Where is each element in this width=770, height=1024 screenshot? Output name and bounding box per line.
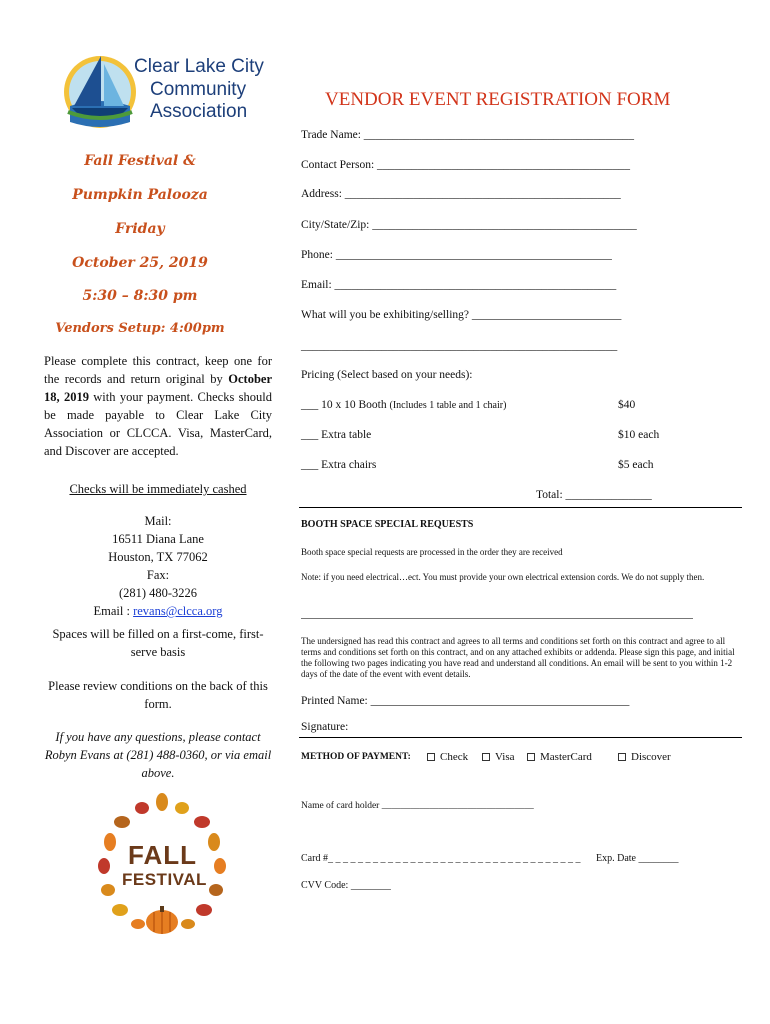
logo-line2: Community [150, 79, 247, 100]
pricing-row-extra-chairs[interactable] [301, 459, 376, 471]
phone-field[interactable]: Phone: ________________________________________________ [301, 249, 612, 261]
city-state-zip-field[interactable]: City/State/Zip: ______________________________________________ [301, 219, 637, 231]
card-holder-field[interactable]: Name of card holder ________________________________ [301, 801, 534, 811]
electrical-note: Note: if you need electrical…ect. You must provide your own electrical extension cords. We do not supply then. [301, 572, 705, 582]
email-field[interactable]: Email: _________________________________________________ [301, 279, 617, 291]
email-label: Email : [93, 604, 134, 618]
instructions-paragraph [44, 352, 272, 460]
form-title: VENDOR EVENT REGISTRATION FORM [325, 89, 671, 110]
pricing-price-extra-chairs: $5 each [618, 459, 654, 471]
checkbox-icon[interactable] [482, 753, 490, 761]
payment-option-discover[interactable] [618, 751, 671, 763]
payment-method-label: METHOD OF PAYMENT: [301, 752, 411, 762]
payment-option-label: Discover [631, 751, 671, 763]
pricing-price-extra-table: $10 each [618, 429, 660, 441]
card-number-field[interactable]: Card #_ _ _ _ _ _ _ _ _ _ _ _ _ _ _ _ _ _ _ _ _ _ _ _ _ _ _ _ _ _ _ _ _ _ [301, 853, 581, 864]
pricing-note: (Includes 1 table and 1 chair) [389, 400, 507, 411]
payment-option-label: Visa [495, 751, 515, 763]
exhibiting-field[interactable]: What will you be exhibiting/selling? __________________________ [301, 309, 622, 321]
payment-option-label: MasterCard [540, 751, 592, 763]
mail-city: Houston, TX 77062 [108, 550, 208, 564]
expiration-date-field[interactable]: Exp. Date ________ [596, 853, 679, 864]
special-request-line[interactable] [301, 618, 693, 619]
exhibiting-field-line2[interactable]: _______________________________________________________ [301, 340, 618, 352]
logo-line1: Clear Lake City [134, 56, 264, 77]
instructions-text-start: Please complete this contract, keep one for the records and return original by [44, 354, 272, 386]
vendor-setup-time: Vendors Setup: 4:00pm [55, 321, 225, 336]
payment-option-label: Check [440, 751, 469, 763]
event-name-line1: Fall Festival & [84, 153, 196, 169]
checkbox-icon[interactable] [427, 753, 435, 761]
cvv-code-field[interactable]: CVV Code: ________ [301, 880, 391, 891]
pricing-blank[interactable]: ___ [301, 399, 319, 411]
pricing-item: 10 x 10 Booth [321, 399, 387, 411]
mailing-info [44, 512, 272, 620]
trade-name-field[interactable]: Trade Name: _______________________________________________ [301, 129, 635, 141]
booth-requests-note: Booth space special requests are processed in the order they are received [301, 547, 563, 557]
pricing-item: Extra chairs [321, 459, 377, 471]
mail-label: Mail: [144, 514, 172, 528]
fax-label: Fax: [146, 568, 170, 582]
mail-street: 16511 Diana Lane [112, 532, 204, 546]
pricing-item: Extra table [321, 429, 372, 441]
fax-number: (281) 480-3226 [118, 586, 198, 600]
fall-badge-line2: FESTIVAL [122, 870, 207, 889]
address-field[interactable]: Address: ________________________________________________ [301, 188, 621, 200]
agreement-text: The undersigned has read this contract and agrees to all terms and conditions set forth on this contract and agree to all terms and conditions set forth on this contract, and on any attached exhibits or addenda. Please sign this page, and initial the following two pages indicating you have read and understand all conditions. An email will be sent to you within 1-2 days of the date of the event with event details. [301, 636, 735, 679]
printed-name-field[interactable]: Printed Name: _____________________________________________ [301, 695, 630, 707]
checks-cashed-note: Checks will be immediately cashed [69, 482, 247, 496]
fall-festival-wreath [92, 790, 232, 940]
instructions-text-end: with your payment. Checks should be made payable to Clear Lake City Association or CLCCA. Visa, MasterCard, and Discover are accepted. [44, 390, 272, 458]
email-line [44, 602, 272, 620]
first-come-note: Spaces will be filled on a first-come, first-serve basis [52, 627, 264, 659]
payment-divider [299, 737, 742, 738]
contact-person-field[interactable]: Contact Person: ____________________________________________ [301, 159, 631, 171]
total-field[interactable]: Total: _______________ [536, 489, 652, 501]
signature-field[interactable]: Signature: [301, 721, 349, 733]
fall-badge-line1: FALL [128, 840, 197, 870]
payment-option-check[interactable] [427, 751, 468, 763]
pricing-blank[interactable]: ___ [301, 429, 319, 441]
event-date: October 25, 2019 [72, 255, 208, 271]
pricing-blank[interactable]: ___ [301, 459, 319, 471]
payment-option-mastercard[interactable] [527, 751, 592, 763]
email-link[interactable]: revans@clcca.org [133, 604, 223, 618]
event-name-line2: Pumpkin Palooza [72, 187, 208, 203]
logo-line3: Association [150, 101, 248, 122]
sailboat-emblem-icon [60, 48, 140, 134]
event-time: 5:30 – 8:30 pm [82, 288, 198, 304]
payment-option-visa[interactable] [482, 751, 515, 763]
clcca-logo [60, 48, 264, 138]
questions-contact-note: If you have any questions, please contact Robyn Evans at (281) 488-0360, or via email above. [44, 730, 272, 780]
pricing-price-booth: $40 [618, 399, 636, 411]
pricing-row-booth[interactable] [301, 399, 506, 411]
review-conditions-note: Please review conditions on the back of this form. [48, 679, 268, 711]
checkbox-icon[interactable] [618, 753, 626, 761]
section-divider [299, 507, 742, 508]
pricing-label: Pricing (Select based on your needs): [301, 369, 473, 381]
booth-requests-heading: BOOTH SPACE SPECIAL REQUESTS [301, 519, 474, 530]
event-day: Friday [115, 221, 165, 237]
pricing-row-extra-table[interactable] [301, 429, 371, 441]
checkbox-icon[interactable] [527, 753, 535, 761]
deadline-date: October 18, 2019 [44, 372, 272, 404]
